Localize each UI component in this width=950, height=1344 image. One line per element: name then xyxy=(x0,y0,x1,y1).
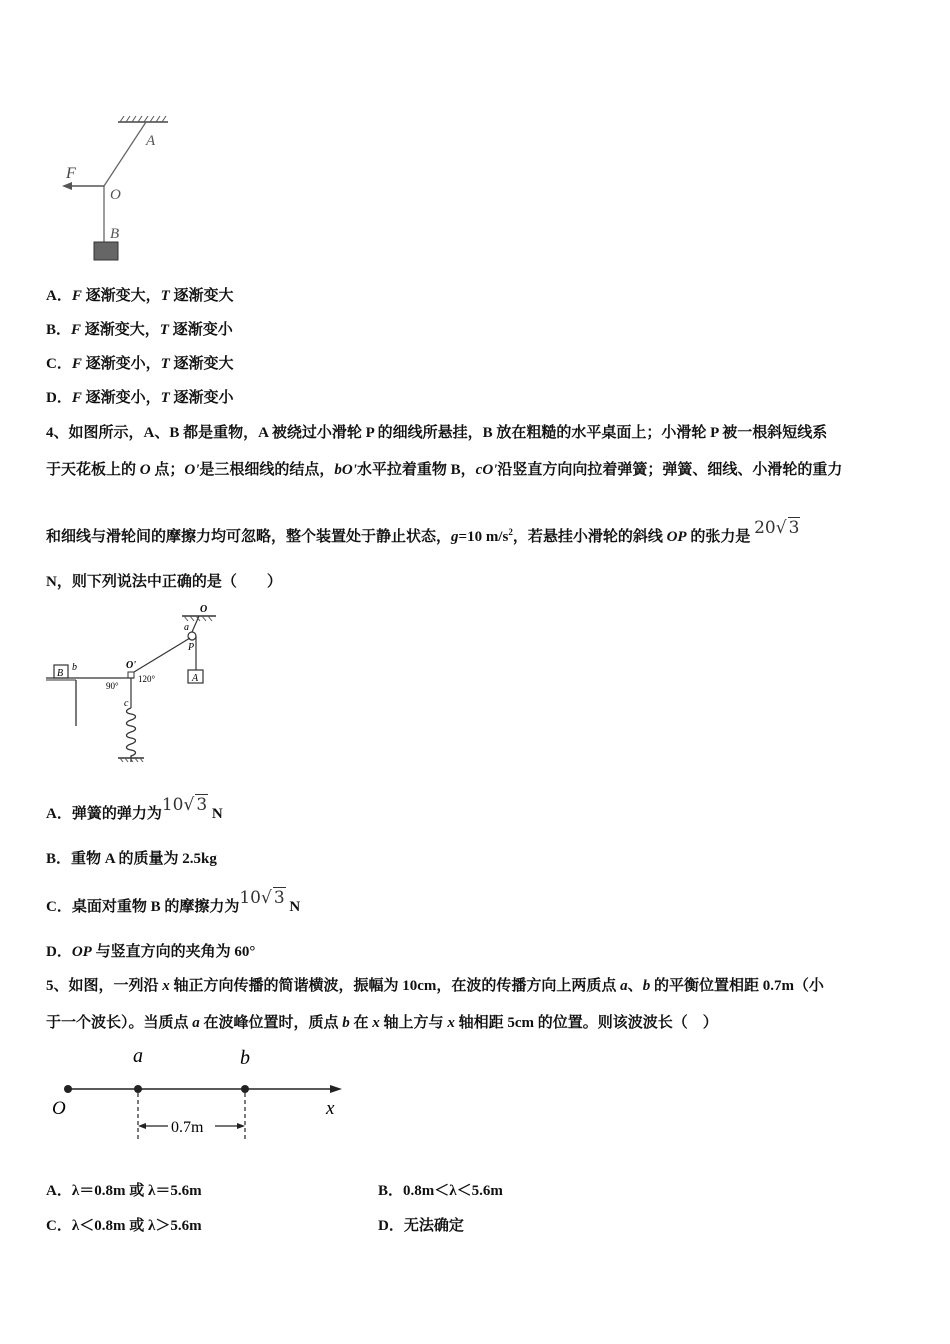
q4-stem-line4: N，则下列说法中正确的是（ ） xyxy=(46,574,282,590)
fig2-label-A: A xyxy=(192,673,199,684)
fig2-label-O: O xyxy=(200,604,208,615)
fig3-distance-label: 0.7m xyxy=(171,1119,204,1136)
fig1-label-F: F xyxy=(66,165,76,182)
q3-option-a: A．F 逐渐变大，T 逐渐变大 xyxy=(46,288,234,304)
q5-option-d: D．无法确定 xyxy=(378,1218,464,1234)
q3-option-c: C．F 逐渐变小，T 逐渐变大 xyxy=(46,356,234,372)
q5-stem-line2: 于一个波长）。当质点 a 在波峰位置时，质点 b 在 x 轴上方与 x 轴相距 5cm 的位置。则该波波长（ ） xyxy=(46,1015,718,1031)
q5-option-a: A．λ＝0.8m 或 λ＝5.6m xyxy=(46,1183,202,1199)
fig2-label-O-prime: O' xyxy=(126,660,136,671)
q4-option-c: C．桌面对重物 B 的摩擦力为10√ 3 N xyxy=(46,888,301,915)
fig1-label-O: O xyxy=(110,187,121,203)
q3-option-b: B．F 逐渐变大，T 逐渐变小 xyxy=(46,322,233,338)
fig1-label-B: B xyxy=(110,226,120,242)
q5-option-c: C．λ＜0.8m 或 λ＞5.6m xyxy=(46,1218,202,1234)
q4-option-d: D．OP 与竖直方向的夹角为 60° xyxy=(46,944,256,960)
q4-tension-value: 20√ 3 xyxy=(754,518,800,538)
fig1-label-A: A xyxy=(146,133,156,149)
figure-wave-axis xyxy=(44,1040,354,1150)
q4-option-a: A．弹簧的弹力为10√ 3 N xyxy=(46,795,223,822)
q4-stem-line3: 和细线与滑轮间的摩擦力均可忽略，整个装置处于静止状态，g=10 $m/s^2$，若悬挂小滑轮的斜线 OP 的张力是 20√ 3 xyxy=(46,518,800,545)
q4-stem-line1: 4、如图所示，A、B 都是重物，A 被绕过小滑轮 P 的细线所悬挂，B 放在粗糙的水平桌面上；小滑轮 P 被一根斜短线系 xyxy=(46,425,828,441)
fig3-label-a: a xyxy=(133,1045,143,1067)
fig3-label-b: b xyxy=(240,1047,250,1069)
fig2-angle-120: 120° xyxy=(138,674,156,684)
fig3-label-O: O xyxy=(52,1098,66,1119)
q4-option-b: B．重物 A 的质量为 2.5kg xyxy=(46,851,217,867)
fig2-label-c: c xyxy=(124,698,129,709)
q3-option-d: D．F 逐渐变小，T 逐渐变小 xyxy=(46,390,234,406)
fig2-label-B: B xyxy=(57,668,64,679)
fig2-label-P: P xyxy=(188,642,195,653)
fig2-angle-90: 90° xyxy=(106,681,119,691)
fig2-label-b: b xyxy=(72,662,77,673)
q5-option-b: B．0.8m＜λ＜5.6m xyxy=(378,1183,503,1199)
q4-stem-line2: 于天花板上的 O 点；O'是三根细线的结点，bO'水平拉着重物 B，cO'沿竖直方向向拉着弹簧；弹簧、细线、小滑轮的重力 xyxy=(46,462,843,478)
q5-stem-line1: 5、如图，一列沿 x 轴正方向传播的简谐横波，振幅为 10cm，在波的传播方向上两质点 a、b 的平衡位置相距 0.7m（小 xyxy=(46,978,824,994)
figure-pulley-system xyxy=(44,600,244,765)
fig3-label-x: x xyxy=(326,1098,335,1119)
figure-force-diagram xyxy=(50,110,190,270)
fig2-label-a: a xyxy=(184,622,189,633)
